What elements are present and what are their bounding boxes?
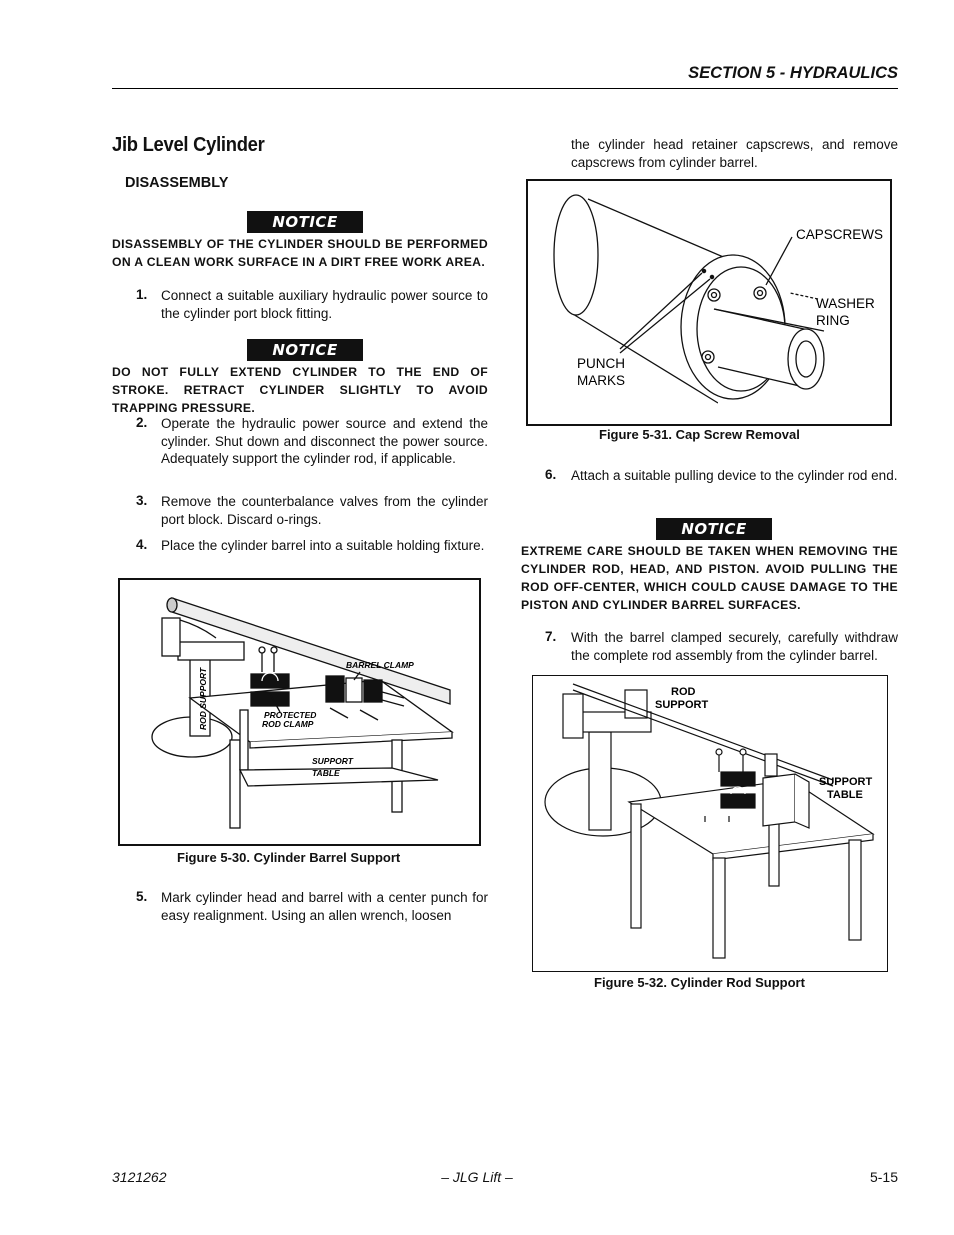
notice-badge-1: NOTICE (247, 211, 363, 233)
footer-page-number: 5-15 (869, 1169, 898, 1185)
step-number-2: 2. (136, 415, 148, 430)
step-number-5: 5. (136, 889, 148, 904)
label-washer: WASHER (816, 296, 875, 311)
step-text-5: Mark cylinder head and barrel with a center punch for easy realignment. Using an allen wrench, loosen (161, 890, 488, 923)
label-marks: MARKS (577, 373, 626, 388)
label-table: TABLE (312, 768, 340, 778)
figure-cap-screw-removal (526, 179, 892, 426)
notice-badge-2: NOTICE (247, 339, 363, 361)
label-support: SUPPORT (312, 756, 353, 766)
label-punch: PUNCH (577, 356, 626, 371)
section-header: SECTION 5 - HYDRAULICS (688, 64, 898, 82)
notice-text-3: EXTREME CARE SHOULD BE TAKEN WHEN REMOVING THE CYLINDER ROD, HEAD, AND PISTON. AVOID PULLING THE ROD OFF-CENTER, WHICH COULD CAUSE DAMAGE TO THE PISTON AND CYLINDER BARREL SURFACES. (521, 544, 898, 612)
step-number-7: 7. (545, 629, 557, 644)
caption-figure-5-31: Figure 5-31. Cap Screw Removal (599, 427, 800, 442)
step-text-1: Connect a suitable auxiliary hydraulic power source to the cylinder port block fitting. (161, 288, 488, 321)
figure-cylinder-rod-support (532, 675, 888, 972)
step-number-6: 6. (545, 467, 557, 482)
figure-cylinder-barrel-support (118, 578, 481, 846)
label-support-table-1: SUPPORT (819, 776, 873, 788)
caption-figure-5-30: Figure 5-30. Cylinder Barrel Support (177, 850, 401, 865)
label-rod-clamp: ROD CLAMP (262, 719, 314, 729)
label-support: SUPPORT (655, 699, 709, 711)
notice-text-1: DISASSEMBLY OF THE CYLINDER SHOULD BE PERFORMED ON A CLEAN WORK SURFACE IN A DIRT FREE WORK AREA. (112, 237, 488, 269)
step-text-2: Operate the hydraulic power source and extend the cylinder. Shut down and disconnect the power source. Adequately support the cylinder rod, if applicable. (161, 416, 488, 466)
barrel-support-illustration (120, 580, 479, 844)
step-text-7: With the barrel clamped securely, carefully withdraw the complete rod assembly from the cylinder barrel. (571, 630, 898, 663)
step-number-4: 4. (136, 537, 148, 552)
section-subtitle: DISASSEMBLY (125, 175, 229, 191)
step-number-1: 1. (136, 287, 148, 302)
label-barrel-clamp: BARREL CLAMP (346, 660, 414, 670)
label-support-table-2: TABLE (827, 789, 863, 801)
step-text-4: Place the cylinder barrel into a suitable holding fixture. (161, 538, 485, 553)
rod-support-illustration (533, 676, 886, 970)
label-capscrews: CAPSCREWS (796, 227, 884, 242)
label-protected: PROTECTED (264, 710, 317, 720)
notice-text-2: DO NOT FULLY EXTEND CYLINDER TO THE END OF STROKE. RETRACT CYLINDER SLIGHTLY TO AVOID TRAPPING PRESSURE. (112, 365, 488, 415)
step-number-3: 3. (136, 493, 148, 508)
label-rod-support: ROD SUPPORT (198, 667, 208, 730)
footer-brand: – JLG Lift – (441, 1169, 513, 1185)
notice-badge-3: NOTICE (656, 518, 772, 540)
header-rule (112, 88, 898, 89)
step-text-6: Attach a suitable pulling device to the cylinder rod end. (571, 468, 898, 483)
page-title: Jib Level Cylinder (112, 134, 265, 156)
footer-doc-number: 3121262 (112, 1169, 167, 1185)
caption-figure-5-32: Figure 5-32. Cylinder Rod Support (594, 975, 805, 990)
label-ring: RING (816, 313, 850, 328)
step-text-3: Remove the counterbalance valves from the cylinder port block. Discard o-rings. (161, 494, 488, 527)
label-rod: ROD (671, 686, 696, 698)
step-text-5-continued: the cylinder head retainer capscrews, and remove capscrews from cylinder barrel. (571, 137, 898, 170)
cap-screw-illustration (528, 181, 890, 424)
